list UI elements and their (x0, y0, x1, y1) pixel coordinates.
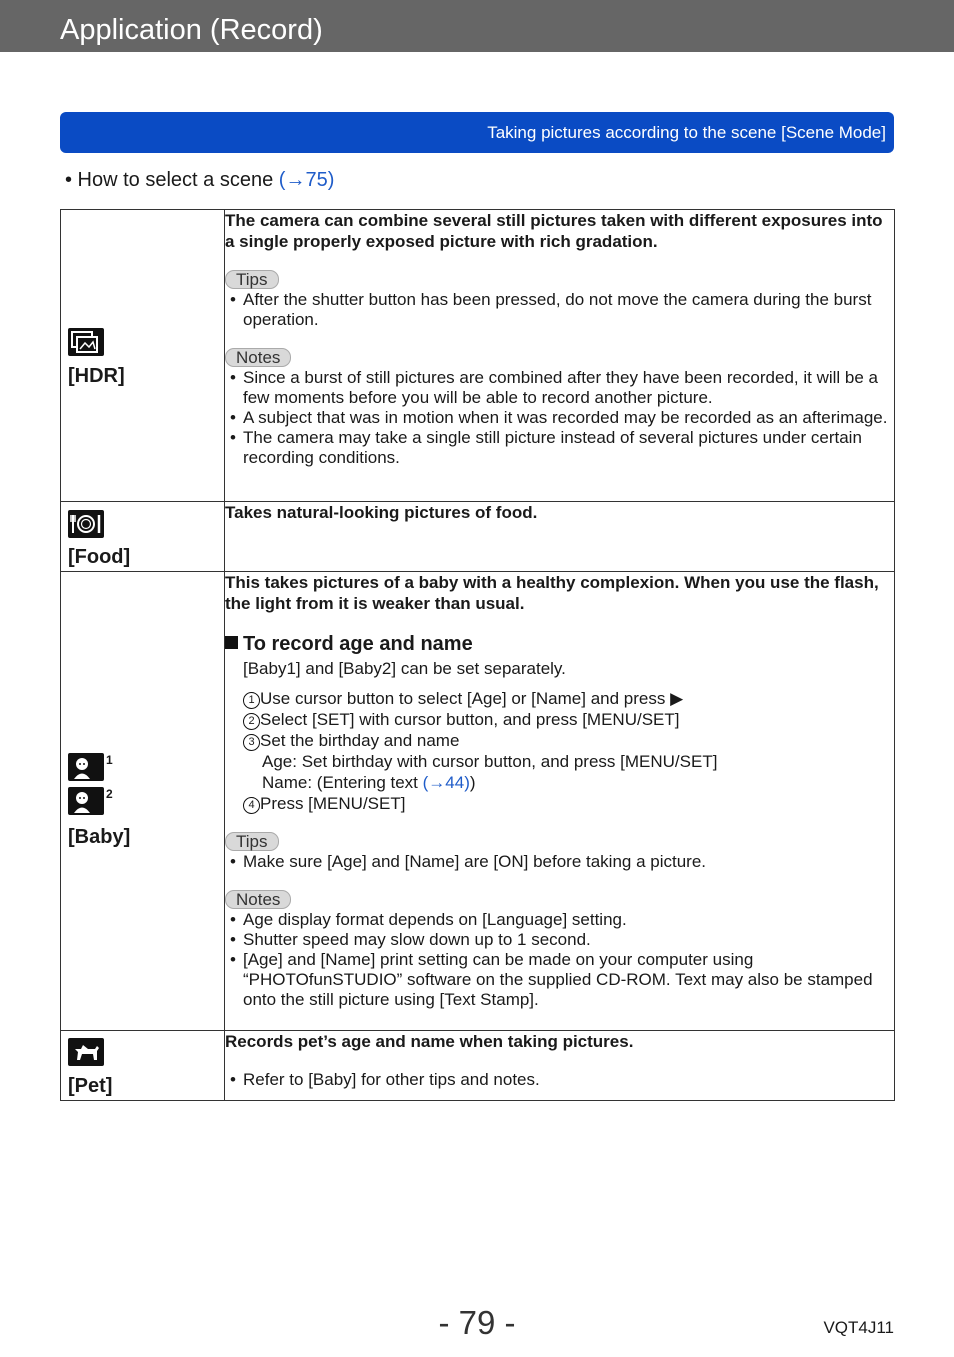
step-text: Use cursor button to select [Age] or [Name] and press ▶ (260, 689, 684, 708)
hdr-icon (68, 328, 104, 356)
baby1-sup: 1 (106, 753, 113, 767)
scene-detail-baby (225, 572, 895, 1031)
food-description: Takes natural-looking pictures of food. (225, 503, 538, 522)
how-to-select-scene (65, 168, 334, 192)
notes-label: Notes (225, 348, 291, 367)
step-4 (243, 793, 894, 814)
list-item: • [Age] and [Name] print setting can be made on your computer using “PHOTOfunSTUDIO” software on the supplied CD-ROM. Text may also be stamped onto the still picture using [Text Stamp]. (225, 950, 894, 1010)
baby2-sup: 2 (106, 787, 113, 801)
list-item: • Shutter speed may slow down up to 1 second. (225, 930, 894, 950)
baby-icon (68, 753, 104, 781)
tips-label: Tips (225, 270, 279, 289)
scene-cell-pet (61, 1031, 225, 1101)
scene-detail-pet (225, 1031, 895, 1101)
subheading-text: To record age and name (243, 633, 473, 655)
scene-cell-hdr (61, 210, 225, 502)
hdr-notes-list (225, 368, 894, 468)
pet-bullets (225, 1070, 894, 1090)
hdr-icon-wrap (68, 328, 104, 356)
record-age-name-heading (225, 632, 894, 656)
table-row-hdr (61, 210, 895, 502)
baby2-icon-wrap (68, 787, 113, 815)
list-item: • A subject that was in motion when it was recorded may be recorded as an afterimage. (225, 408, 894, 428)
section-title: Taking pictures according to the scene [Scene Mode] (487, 123, 886, 142)
list-item: • After the shutter button has been pressed, do not move the camera during the burst operation. (225, 290, 894, 330)
scene-table (60, 209, 895, 1101)
step-number: 2 (243, 713, 260, 730)
square-bullet-icon (225, 636, 238, 649)
step-text: Press [MENU/SET] (260, 794, 406, 813)
table-row-baby (61, 572, 895, 1031)
scene-name-food: [Food] (68, 546, 131, 568)
pet-dog-icon (68, 1038, 104, 1066)
how-to-link[interactable]: (→75) (278, 169, 335, 191)
table-row-pet (61, 1031, 895, 1101)
hdr-tips-list (225, 290, 894, 330)
pet-icon-wrap (68, 1038, 104, 1066)
baby-sub-text: [Baby1] and [Baby2] can be set separately. (243, 659, 566, 678)
page-number: - 79 - (438, 1304, 516, 1341)
entering-text-link[interactable]: (→44) (422, 773, 470, 792)
list-item: • The camera may take a single still picture instead of several pictures under certain recording conditions. (225, 428, 894, 468)
scene-cell-baby (61, 572, 225, 1031)
list-item: • Make sure [Age] and [Name] are [ON] before taking a picture. (225, 852, 894, 872)
step-number: 4 (243, 797, 260, 814)
step-number: 3 (243, 734, 260, 751)
step-number: 1 (243, 692, 260, 709)
pet-description: Records pet’s age and name when taking pictures. (225, 1032, 634, 1051)
step-text: Select [SET] with cursor button, and press [MENU/SET] (260, 710, 680, 729)
step-3-name-end: ) (469, 773, 476, 792)
table-row-food (61, 502, 895, 572)
how-to-text: • How to select a scene (65, 169, 279, 191)
baby-icon (68, 787, 104, 815)
hdr-description: The camera can combine several still pictures taken with different exposures into a single properly exposed picture with rich gradation. (225, 211, 883, 251)
list-item: • Age display format depends on [Language] setting. (225, 910, 894, 930)
scene-detail-hdr (225, 210, 895, 502)
baby-notes-list (225, 910, 894, 1010)
scene-cell-food (61, 502, 225, 572)
scene-name-baby: [Baby] (68, 826, 131, 848)
food-icon-wrap (68, 510, 104, 538)
baby-description: This takes pictures of a baby with a healthy complexion. When you use the flash, the light from it is weaker than usual. (225, 573, 879, 613)
list-item: • Since a burst of still pictures are combined after they have been recorded, it will be a few moments before you will be able to record another picture. (225, 368, 894, 408)
page-header-title: Application (Record) (60, 14, 323, 46)
scene-name-pet: [Pet] (68, 1075, 113, 1097)
step-3-name-text: Name: (Entering text (262, 773, 423, 792)
step-2 (243, 709, 894, 730)
tips-label: Tips (225, 832, 279, 851)
scene-detail-food (225, 502, 895, 572)
notes-label: Notes (225, 890, 291, 909)
step-3 (243, 730, 894, 751)
food-icon (68, 510, 104, 538)
step-1 (243, 688, 894, 709)
header-bar (0, 0, 954, 52)
baby-steps (225, 688, 894, 814)
step-3-age: Age: Set birthday with cursor button, and press [MENU/SET] (262, 752, 718, 771)
document-code: VQT4J11 (823, 1318, 894, 1337)
baby-tips-list (225, 852, 894, 872)
scene-name-hdr: [HDR] (68, 365, 125, 387)
step-text: Set the birthday and name (260, 731, 460, 750)
step-3-name (243, 772, 894, 793)
baby1-icon-wrap (68, 753, 113, 781)
list-item: • Refer to [Baby] for other tips and notes. (225, 1070, 894, 1090)
section-banner (60, 112, 894, 153)
